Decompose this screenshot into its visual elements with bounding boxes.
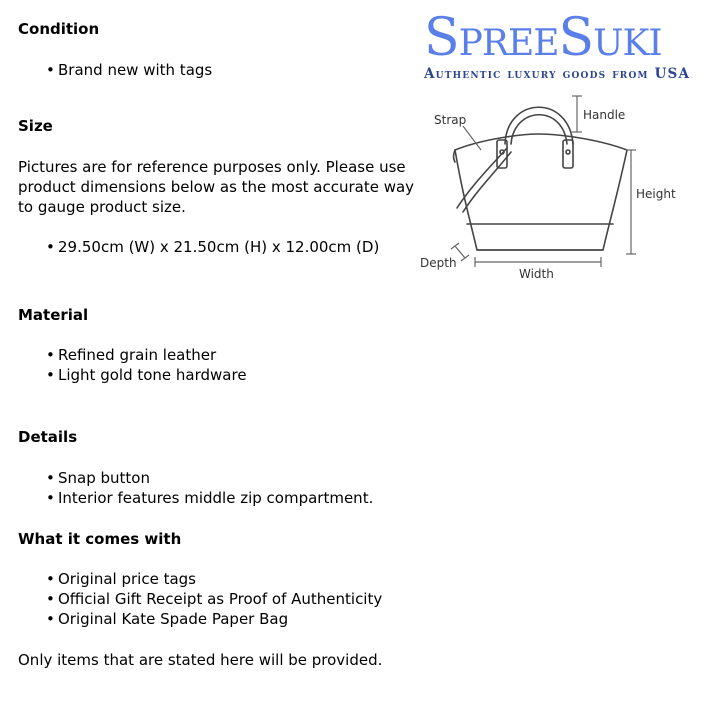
list-item: • Official Gift Receipt as Proof of Authenticity [46,589,382,609]
material-list [46,345,247,385]
comes-with-list [46,569,382,629]
brand-logo [424,8,716,82]
handle-label: Handle [583,108,626,122]
details-heading: Details [18,428,78,446]
size-note: Pictures are for reference purposes only. Please use product dimensions below as the most accurate way to gauge product size. [18,158,415,216]
comes-with-heading: What it comes with [18,530,182,548]
depth-label: Depth [420,256,457,270]
strap-label: Strap [434,113,467,127]
brand-tagline: Authentic luxury goods from USA [424,66,691,82]
list-item: • Interior features middle zip compartment. [46,488,373,508]
list-item: • Refined grain leather [46,345,247,365]
list-item: • Original price tags [46,569,382,589]
material-heading: Material [18,306,89,324]
condition-list [46,60,212,80]
brand-name: SpreeSuki [424,8,662,68]
details-list [46,468,373,508]
list-item: • Original Kate Spade Paper Bag [46,609,382,629]
list-item: • 29.50cm (W) x 21.50cm (H) x 12.00cm (D) [46,237,379,257]
width-label: Width [519,267,554,281]
size-list [46,237,379,257]
footer-note: Only items that are stated here will be provided. [18,651,383,669]
condition-heading: Condition [18,20,100,38]
height-label: Height [636,187,676,201]
bag-dimension-diagram [415,86,715,286]
list-item: • Snap button [46,468,373,488]
size-heading: Size [18,117,53,135]
list-item: • Light gold tone hardware [46,365,247,385]
list-item: • Brand new with tags [46,60,212,80]
